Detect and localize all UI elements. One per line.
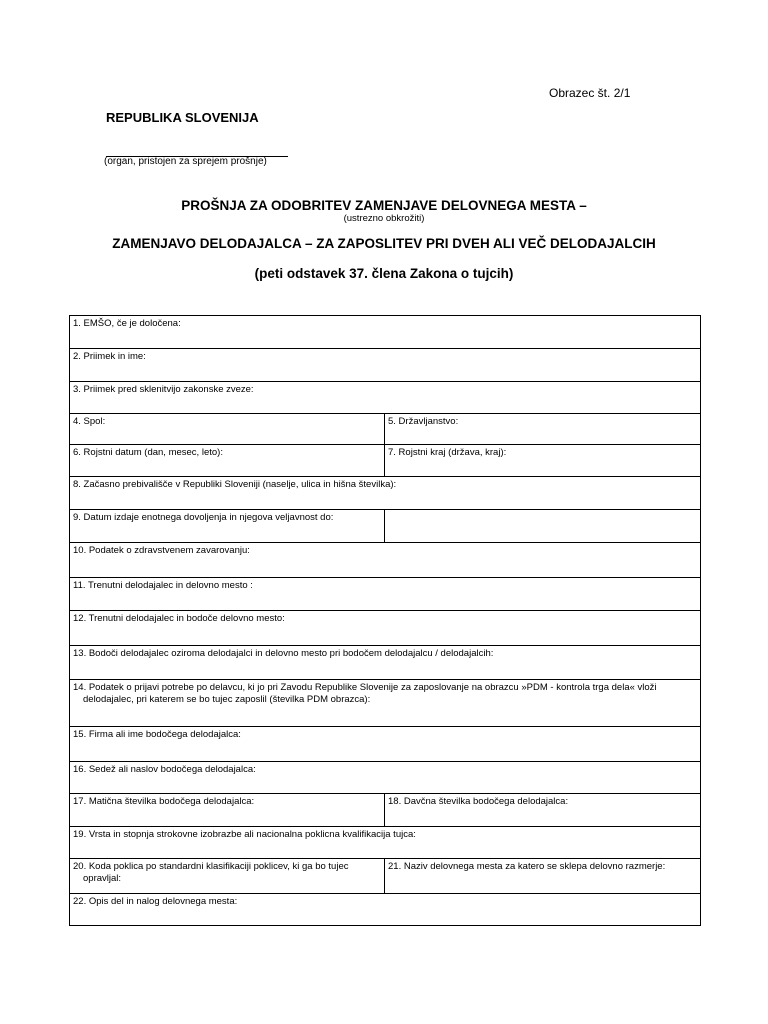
field-label: 6. Rojstni datum (dan, mesec, leto): [73,447,223,458]
field-label: 18. Davčna številka bodočega delodajalca: [388,796,569,807]
application-form-table [69,315,701,926]
field-label: 10. Podatek o zdravstvenem zavarovanju: [73,545,250,556]
field-label: 17. Matična številka bodočega delodajalca: [73,796,255,807]
organ-caption: (organ, pristojen za sprejem prošnje) [104,156,267,167]
field-current-employer-future-post[interactable] [70,611,701,646]
field-label: 4. Spol: [73,416,106,427]
field-citizenship[interactable] [385,414,701,445]
field-label: 13. Bodoči delodajalec oziroma delodajalci in delovno mesto pri bodočem delodajalcu / delodajalcih: [73,648,494,659]
field-label: 3. Priimek pred sklenitvijo zakonske zveze: [73,384,254,395]
field-occupation-code[interactable] [70,859,385,894]
field-future-employer-name[interactable] [70,727,701,762]
field-future-employer-tax-number[interactable] [385,794,701,827]
field-label: 15. Firma ali ime bodočega delodajalca: [73,729,241,740]
field-temporary-residence[interactable] [70,477,701,510]
country-heading: REPUBLIKA SLOVENIJA [106,110,259,125]
field-job-description[interactable] [70,894,701,926]
field-label: 21. Naziv delovnega mesta za katero se sklepa delovno razmerje: [388,861,666,872]
field-permit-issue-date[interactable] [70,510,385,543]
form-number: Obrazec št. 2/1 [549,86,631,100]
field-health-insurance[interactable] [70,543,701,578]
field-emso[interactable] [70,316,701,349]
field-education[interactable] [70,827,701,859]
field-future-employer-reg-number[interactable] [70,794,385,827]
field-permit-validity[interactable] [385,510,701,543]
field-label: 1. EMŠO, če je določena: [73,318,181,329]
title-line-3: (peti odstavek 37. člena Zakona o tujcih) [254,266,514,281]
title-line-2: ZAMENJAVO DELODAJALCA – ZA ZAPOSLITEV PRI DVEH ALI VEČ DELODAJALCIH [112,236,656,251]
field-label: 5. Državljanstvo: [388,416,459,427]
field-future-employer-address[interactable] [70,762,701,794]
title-subnote: (ustrezno obkrožiti) [343,213,425,224]
field-label: 22. Opis del in nalog delovnega mesta: [73,896,238,907]
field-surname-name[interactable] [70,349,701,382]
field-maiden-name[interactable] [70,382,701,414]
field-label: 9. Datum izdaje enotnega dovoljenja in njegova veljavnost do: [73,512,334,523]
field-birth-place[interactable] [385,445,701,477]
field-label: 12. Trenutni delodajalec in bodoče delovno mesto: [73,613,285,624]
field-label: 14. Podatek o prijavi potrebe po delavcu, ki jo pri Zavodu Republike Slovenije za zaposlovanje na obrazcu »PDM - kontrola trga dela« vloži delodajalec, pri katerem se bo tujec zaposlil (številka PDM obrazca): [73,682,657,705]
field-label: 11. Trenutni delodajalec in delovno mesto : [73,580,253,591]
field-label: 20. Koda poklica po standardni klasifikaciji poklicev, ki ga bo tujec opravljal: [73,861,349,884]
field-label: 16. Sedež ali naslov bodočega delodajalca: [73,764,256,775]
field-label: 8. Začasno prebivališče v Republiki Sloveniji (naselje, ulica in hišna številka): [73,479,397,490]
field-pdm-number[interactable] [70,680,701,727]
field-label: 19. Vrsta in stopnja strokovne izobrazbe ali nacionalna poklicna kvalifikacija tujca: [73,829,416,840]
field-future-employers[interactable] [70,646,701,680]
title-line-1: PROŠNJA ZA ODOBRITEV ZAMENJAVE DELOVNEGA MESTA – [181,198,587,213]
field-birth-date[interactable] [70,445,385,477]
field-label: 7. Rojstni kraj (država, kraj): [388,447,507,458]
field-job-title[interactable] [385,859,701,894]
field-sex[interactable] [70,414,385,445]
field-current-employer[interactable] [70,578,701,611]
field-label: 2. Priimek in ime: [73,351,146,362]
